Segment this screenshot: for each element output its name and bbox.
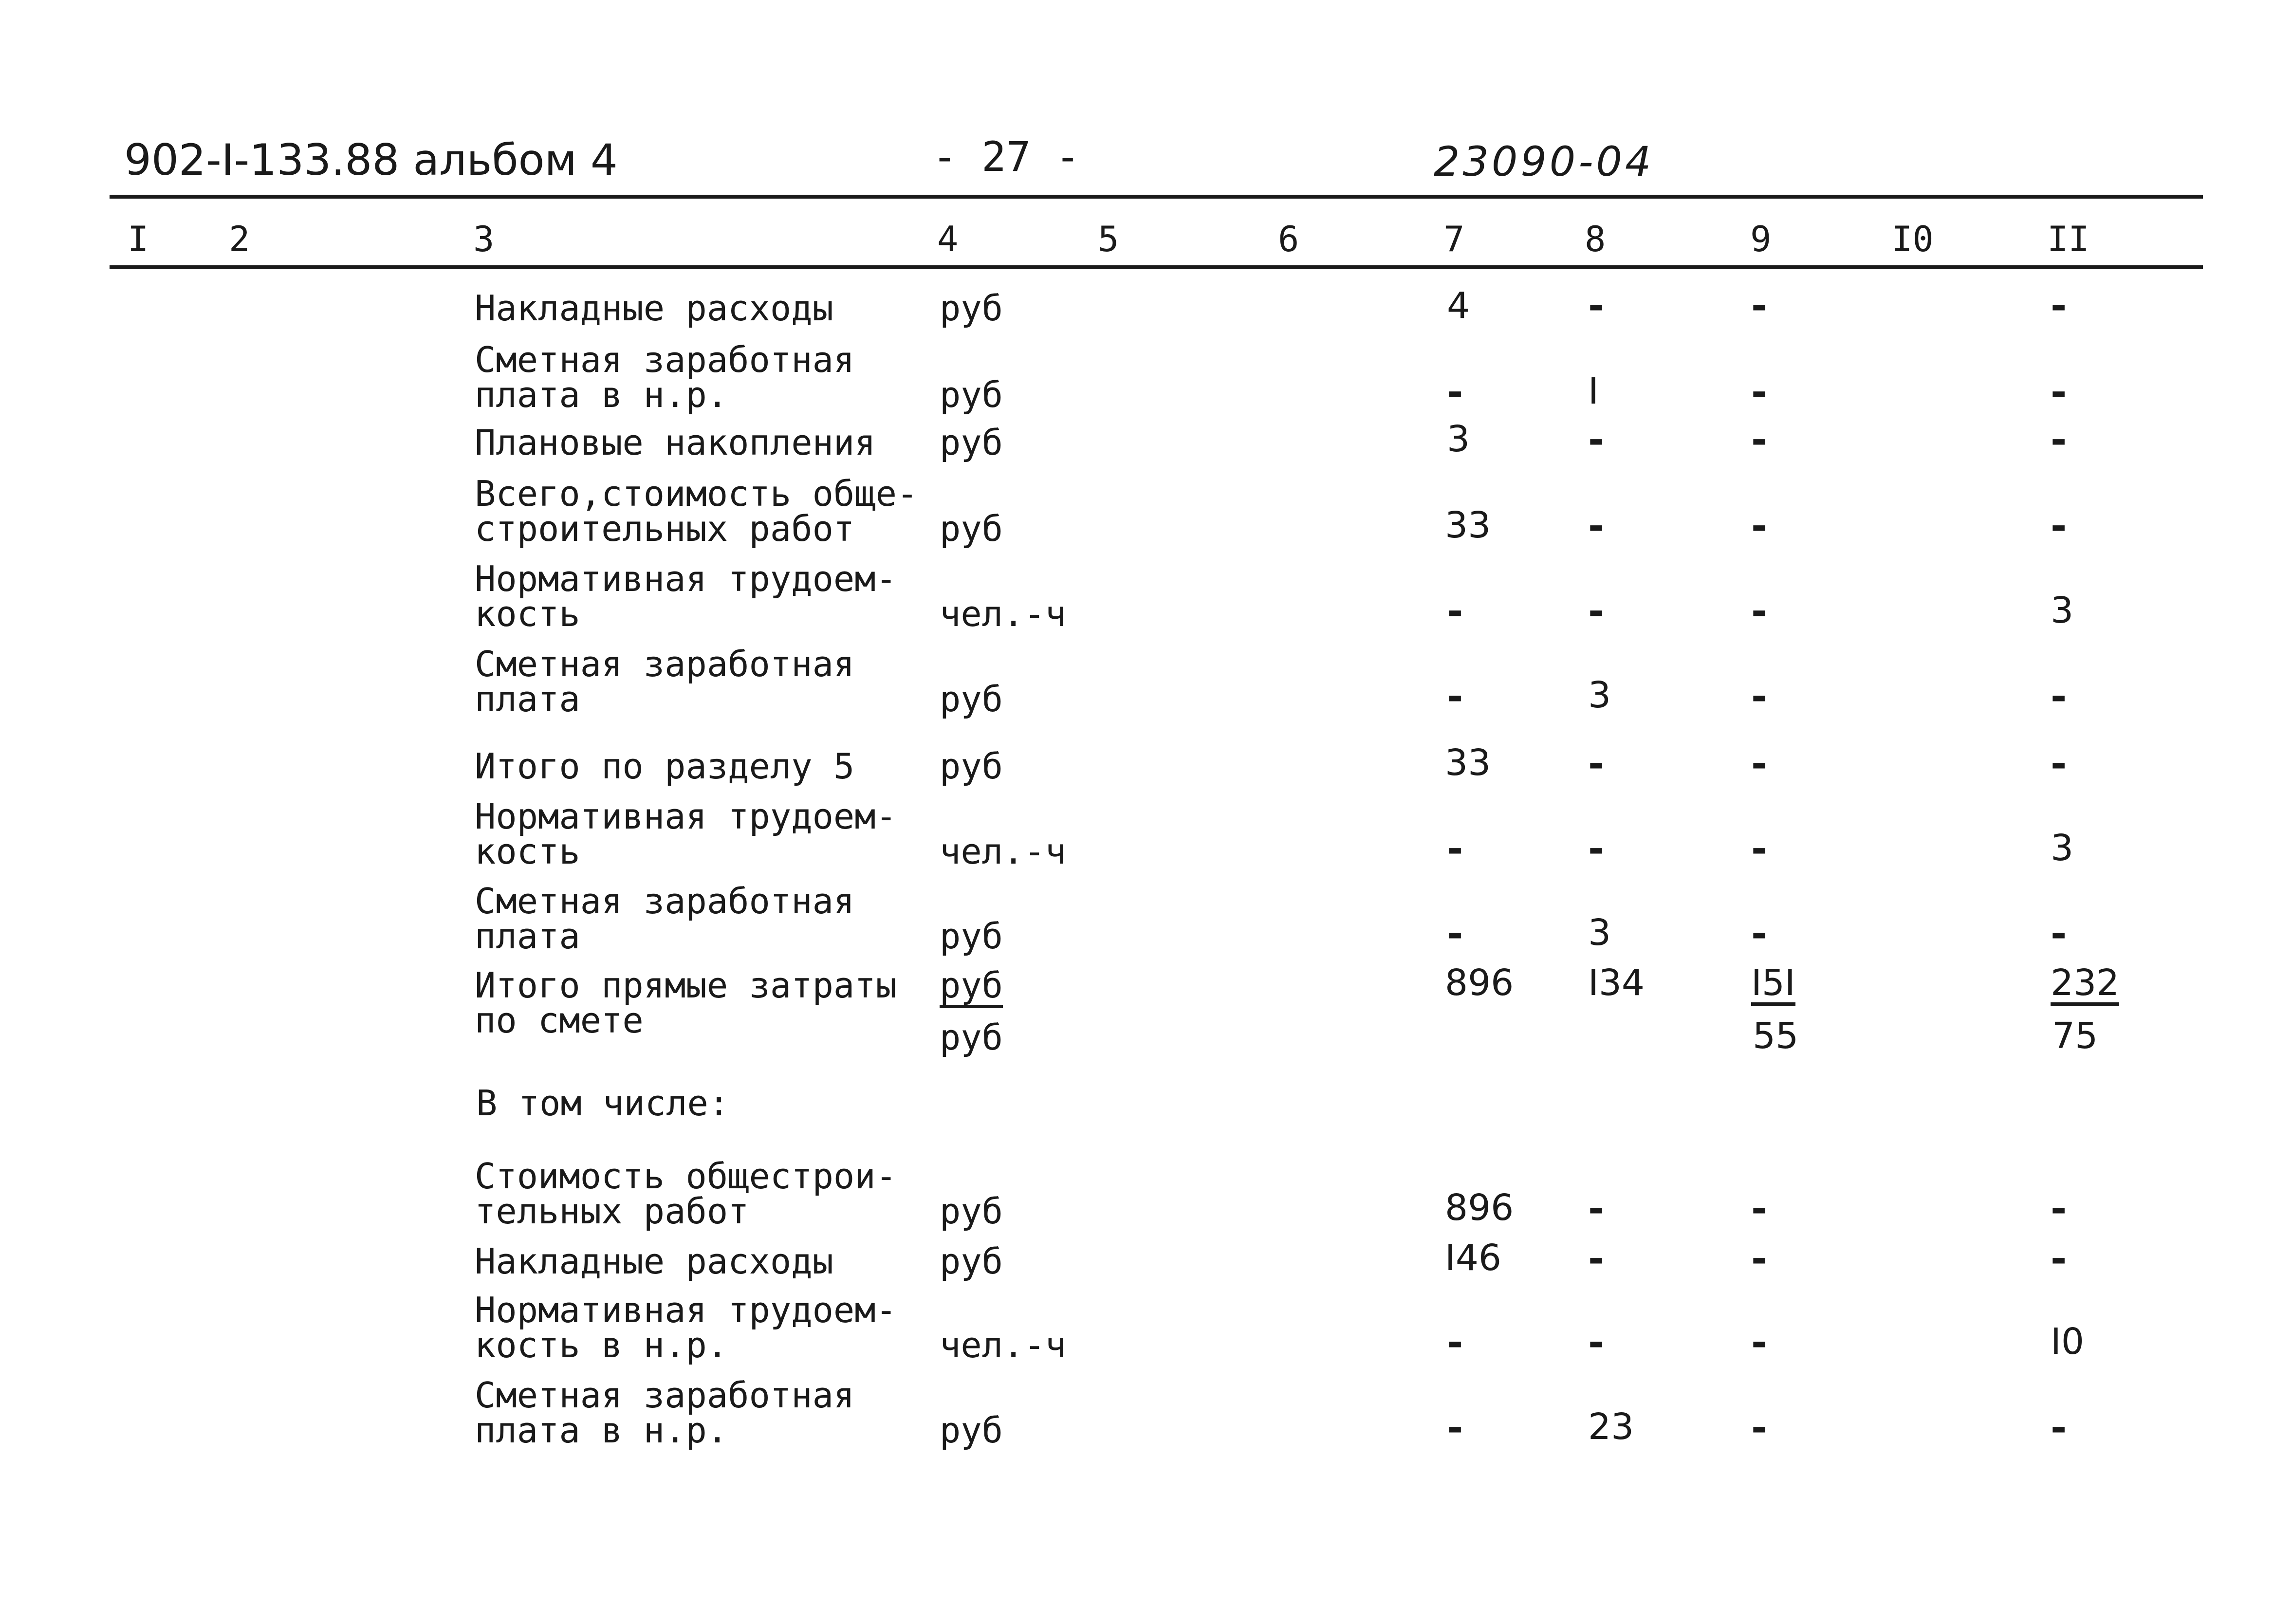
row-unit: чел.-ч [940,831,1067,872]
row-label: плата в н.р. [475,1410,728,1451]
row-label: Сметная заработная [475,881,855,922]
row-label: тельных работ [475,1191,749,1232]
row-col8: - [1588,417,1605,462]
column-number-7: 7 [1443,219,1465,259]
row-label: кость [475,831,580,872]
row-col7: - [1447,589,1463,634]
row-col8: 3 [1588,912,1611,954]
row-col11-numerator: 232 [2051,965,2119,1006]
row-col7: I46 [1445,1237,1501,1279]
row-col11: - [2051,741,2067,786]
document-code: 23090-04 [1434,138,1654,185]
row-col7: 3 [1447,418,1470,460]
row-label: Всего,стоимость обще- [475,473,918,514]
row-label: Сметная заработная [475,644,855,684]
column-number-3: 3 [473,219,495,259]
row-unit: руб [940,1191,1003,1232]
row-col11: - [2051,503,2067,549]
row-label: Накладные расходы [475,1241,833,1282]
row-unit: руб [940,288,1003,329]
row-col7: - [1447,826,1463,871]
row-col8: - [1588,589,1605,634]
row-label: Нормативная трудоем- [475,1290,897,1330]
row-unit-numerator: руб [940,968,1003,1008]
row-col9: - [1751,826,1768,871]
row-col7: 4 [1447,285,1470,327]
row-label: строительных работ [475,508,855,549]
row-col11: - [2051,283,2067,328]
column-number-2: 2 [229,219,250,259]
row-label: Итого прямые затраты [475,965,897,1006]
column-number-10: I0 [1891,219,1934,259]
column-number-4: 4 [937,219,959,259]
row-col7: 896 [1445,962,1514,1004]
row-label: Нормативная трудоем- [475,558,897,599]
row-col7: - [1447,674,1463,719]
row-col7: - [1447,1405,1463,1450]
row-col8: I [1588,370,1599,412]
row-col7: 33 [1445,742,1491,784]
row-col9: - [1751,283,1768,328]
row-label: плата в н.р. [475,374,728,415]
row-col9: - [1751,674,1768,719]
row-unit: руб [940,1241,1003,1282]
row-col11: - [2051,417,2067,462]
row-col8: - [1588,283,1605,328]
row-col11: 3 [2051,590,2074,631]
row-col9: - [1751,589,1768,634]
row-label: плата [475,916,580,957]
row-col8: 23 [1588,1406,1634,1448]
row-col9-numerator: I5I [1751,965,1795,1006]
row-col11: - [2051,369,2067,415]
row-label: кость [475,593,580,634]
row-unit: руб [940,746,1003,787]
row-col9: - [1751,741,1768,786]
document-reference: 902-I-133.88 альбом 4 [124,135,618,185]
row-unit: руб [940,374,1003,415]
row-col8: 3 [1588,674,1611,716]
row-label: Сметная заработная [475,339,855,380]
column-number-1: I [128,219,149,259]
row-label: Накладные расходы [475,288,833,329]
row-col8: - [1588,1320,1605,1365]
row-col7: 33 [1445,504,1491,546]
row-col11: - [2051,911,2067,956]
row-col9: - [1751,503,1768,549]
page-number: - 27 - [932,133,1080,181]
row-col9: - [1751,1405,1768,1450]
row-col8: - [1588,503,1605,549]
row-col8: I34 [1588,962,1645,1004]
row-label: Стоимость общестрои- [475,1156,897,1197]
row-unit: руб [940,1410,1003,1451]
row-col7: - [1447,369,1463,415]
column-number-5: 5 [1098,219,1119,259]
column-number-6: 6 [1278,219,1299,259]
row-col11: I0 [2051,1321,2084,1363]
row-col9: - [1751,1236,1768,1281]
row-label: по смете [475,1000,644,1041]
row-col11: 3 [2051,827,2074,869]
row-col11: - [2051,1236,2067,1281]
row-col9: - [1751,1320,1768,1365]
row-col11: - [2051,1186,2067,1231]
row-unit: руб [940,916,1003,957]
row-col9-denominator: 55 [1753,1015,1799,1057]
row-col8: - [1588,741,1605,786]
row-col8: - [1588,826,1605,871]
row-unit: чел.-ч [940,1325,1067,1366]
header-rule-bottom [110,265,2203,269]
row-label: Плановые накопления [475,422,876,463]
row-col8: - [1588,1236,1605,1281]
row-unit: руб [940,422,1003,463]
row-label: Сметная заработная [475,1375,855,1416]
row-unit: чел.-ч [940,593,1067,634]
column-number-8: 8 [1585,219,1606,259]
row-unit-denominator: руб [940,1017,1003,1058]
row-label: кость в н.р. [475,1325,728,1366]
row-col9: - [1751,1186,1768,1231]
row-col9: - [1751,369,1768,415]
row-col9: - [1751,911,1768,956]
row-col8: - [1588,1186,1605,1231]
row-col9: - [1751,417,1768,462]
column-number-11: II [2047,219,2090,259]
row-col11: - [2051,674,2067,719]
row-label: плата [475,679,580,720]
header-rule-top [110,195,2203,199]
row-col11: - [2051,1405,2067,1450]
row-unit: руб [940,508,1003,549]
row-col7: - [1447,911,1463,956]
row-col7: 896 [1445,1187,1514,1229]
section-subheading: В том числе: [476,1083,730,1124]
row-col7: - [1447,1320,1463,1365]
row-label: Нормативная трудоем- [475,796,897,837]
row-label: Итого по разделу 5 [475,746,855,787]
row-unit: руб [940,679,1003,720]
column-number-9: 9 [1750,219,1772,259]
row-col11-denominator: 75 [2052,1015,2098,1057]
